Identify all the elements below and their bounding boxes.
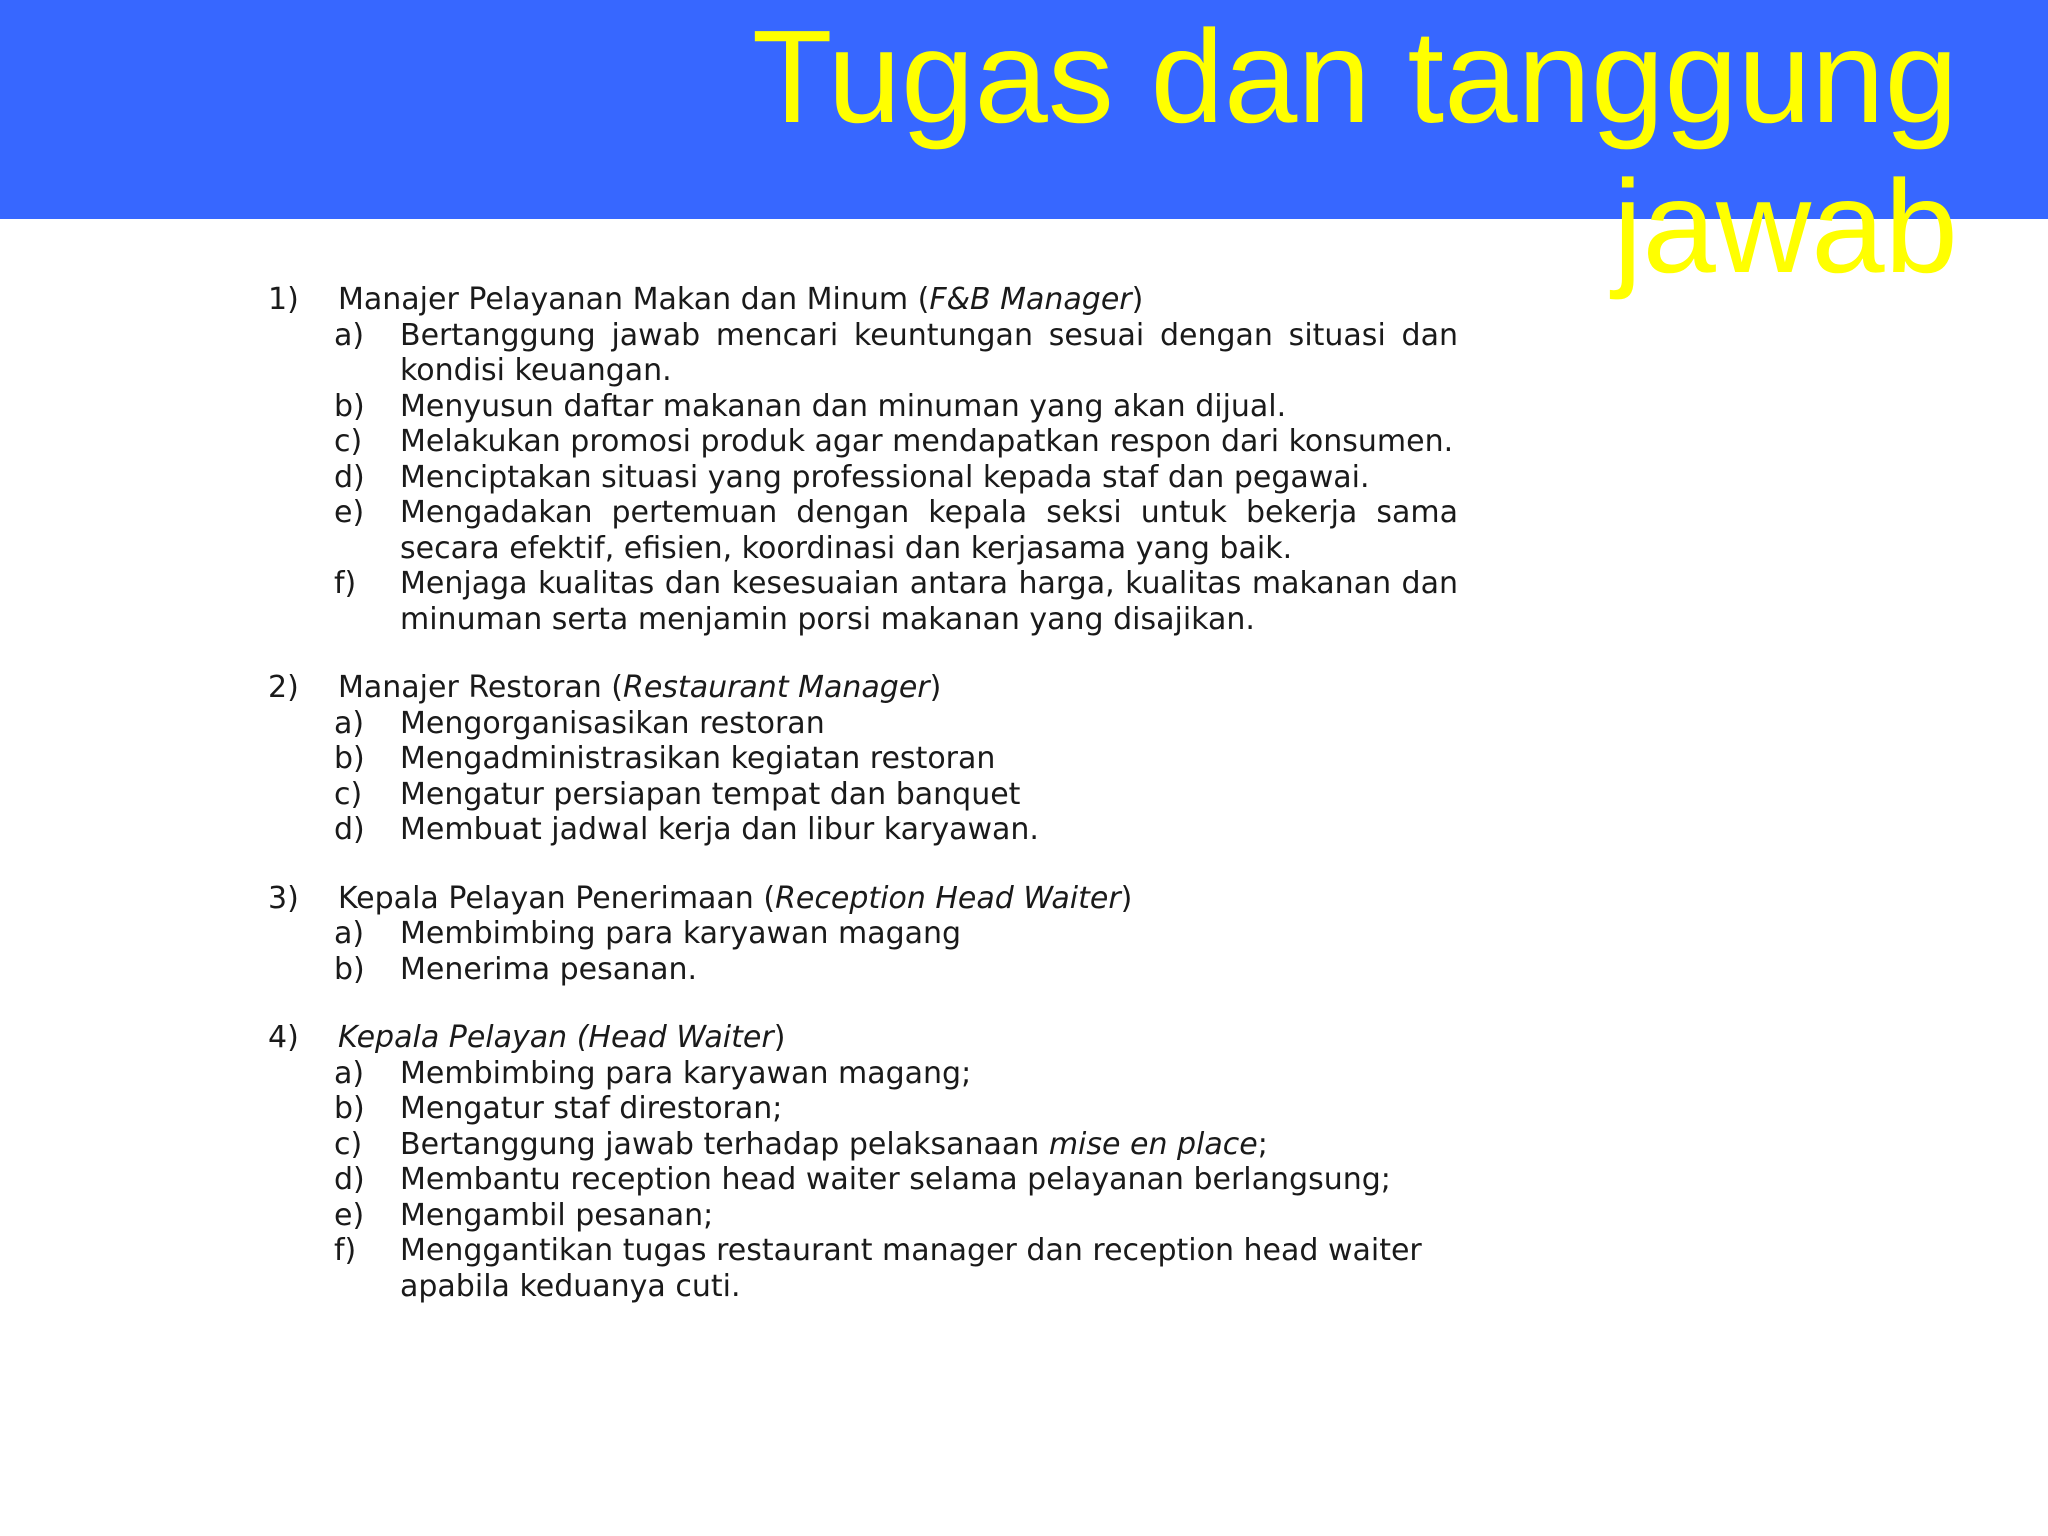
list-item: c) Melakukan promosi produk agar mendapatkan respon dari konsumen. xyxy=(334,424,1454,459)
list-item: a) Membimbing para karyawan magang xyxy=(334,916,962,951)
list-item: d) Membuat jadwal kerja dan libur karyawan. xyxy=(334,812,1039,847)
duty-list xyxy=(268,318,1458,638)
list-item: d) Menciptakan situasi yang professional kepada staf dan pegawai. xyxy=(334,459,1370,495)
section-number: 1) xyxy=(268,282,299,317)
section-heading xyxy=(268,282,1458,318)
section-title: Manajer Pelayanan Makan dan Minum (F&B Manager) xyxy=(338,282,1144,317)
section-number: 2) xyxy=(268,670,299,705)
list-item: c) Mengatur persiapan tempat dan banquet xyxy=(334,776,1021,812)
list-item: f) Menjaga kualitas dan kesesuaian antara harga, kualitas makanan dan minuman serta menjamin porsi makanan yang disajikan. xyxy=(334,566,1458,637)
list-item: e) Mengambil pesanan; xyxy=(334,1197,714,1233)
list-item: c) Bertanggung jawab terhadap pelaksanaan mise en place; xyxy=(334,1126,1268,1162)
slide-title: Tugas dan tanggung jawab xyxy=(751,3,1958,300)
section-title: Kepala Pelayan Penerimaan (Reception Head Waiter) xyxy=(338,880,1133,916)
duty-list xyxy=(268,706,1458,848)
duty-list xyxy=(268,916,1458,987)
section-heading xyxy=(268,881,1458,917)
section-heading xyxy=(268,670,1458,706)
list-item: a) Mengorganisasikan restoran xyxy=(334,705,825,741)
list-item: b) Menerima pesanan. xyxy=(334,951,698,987)
section-number: 4) xyxy=(268,1020,299,1055)
section-3 xyxy=(268,881,1458,988)
section-2 xyxy=(268,670,1458,848)
section-heading xyxy=(268,1020,1458,1056)
section-title: Manajer Restoran (Restaurant Manager) xyxy=(338,670,942,705)
list-item: e) Mengadakan pertemuan dengan kepala seksi untuk bekerja sama secara efektif, efisien, koordinasi dan kerjasama yang baik. xyxy=(334,495,1458,566)
list-item: a) Membimbing para karyawan magang; xyxy=(334,1055,972,1091)
slide-content xyxy=(268,282,1458,1337)
section-1 xyxy=(268,282,1458,637)
list-item: d) Membantu reception head waiter selama pelayanan berlangsung; xyxy=(334,1162,1391,1197)
list-item: b) Mengadministrasikan kegiatan restoran xyxy=(334,741,996,776)
list-item: a) Bertanggung jawab mencari keuntungan sesuai dengan situasi dan kondisi keuangan. xyxy=(334,317,1458,388)
duty-list xyxy=(268,1056,1458,1305)
list-item: b) Menyusun daftar makanan dan minuman yang akan dijual. xyxy=(334,388,1287,424)
section-number: 3) xyxy=(268,880,299,916)
section-title: Kepala Pelayan (Head Waiter) xyxy=(338,1020,786,1055)
section-4 xyxy=(268,1020,1458,1304)
list-item: f) Menggantikan tugas restaurant manager dan reception head waiter apabila keduanya cuti. xyxy=(334,1233,1422,1304)
list-item: b) Mengatur staf direstoran; xyxy=(334,1091,783,1126)
